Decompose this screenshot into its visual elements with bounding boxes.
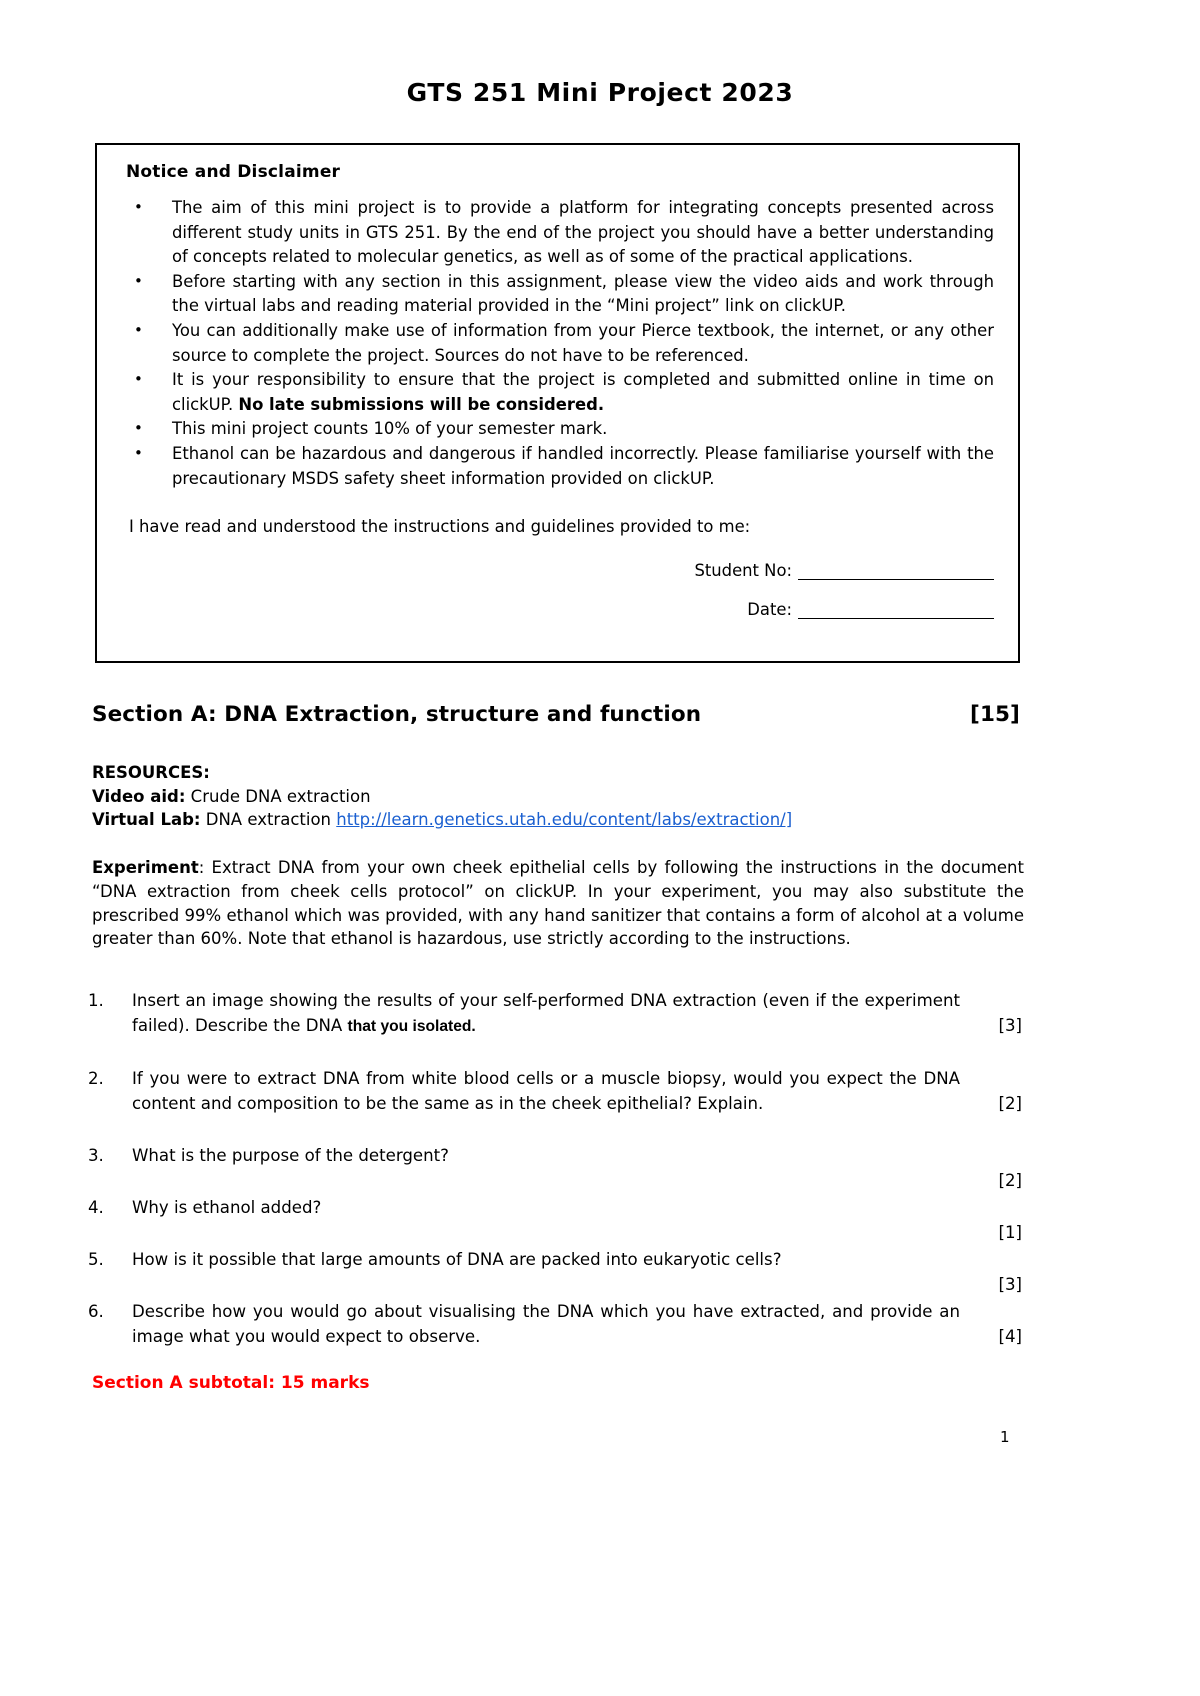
video-aid-label: Video aid: — [92, 786, 186, 806]
notice-bullet-item — [115, 319, 998, 368]
section-a-heading-row — [92, 702, 1020, 727]
video-aid-row — [92, 785, 1032, 809]
notice-bullet-text: Before starting with any section in this assignment, please view the video aids and work through the virtual labs and reading material provided in the “Mini project” link on clickUP. — [172, 271, 994, 316]
notice-bullet-text: Ethanol can be hazardous and dangerous if handled incorrectly. Please familiarise yourself with the precautionary MSDS safety sheet information provided on clickUP. — [172, 443, 994, 488]
resources-block — [92, 761, 1032, 832]
question-number: 4. — [88, 1198, 104, 1217]
notice-bullet-text: This mini project counts 10% of your semester mark. — [172, 419, 608, 439]
notice-and-disclaimer-box — [95, 143, 1020, 663]
virtual-lab-row — [92, 808, 1032, 832]
page-number: 1 — [1000, 1428, 1010, 1446]
question-marks: [3] — [998, 1275, 1022, 1294]
student-no-row — [115, 561, 998, 580]
notice-bullet-list — [115, 196, 998, 491]
question-marks: [2] — [998, 1094, 1022, 1113]
question-item — [88, 1299, 1022, 1349]
experiment-label: Experiment — [92, 858, 199, 877]
virtual-lab-label: Virtual Lab: — [92, 810, 201, 829]
question-text — [132, 988, 960, 1039]
virtual-lab-value: DNA extraction — [205, 810, 331, 829]
notice-bullet-text: It is your responsibility to ensure that the project is completed and submitted online in time on clickUP. — [172, 370, 994, 414]
question-text: What is the purpose of the detergent? — [132, 1146, 449, 1165]
notice-bullet-item — [115, 270, 998, 319]
question-marks: [4] — [998, 1327, 1022, 1346]
section-a-marks: [15] — [970, 702, 1020, 727]
notice-bullet-item — [115, 442, 998, 491]
question-text: If you were to extract DNA from white blood cells or a muscle biopsy, would you expect the DNA content and composition to be the same as in the cheek epithelial? Explain. — [132, 1069, 960, 1113]
question-text: Describe how you would go about visualising the DNA which you have extracted, and provide an image what you would expect to observe. — [132, 1302, 960, 1346]
notice-bullet-bold-text: No late submissions will be considered. — [238, 394, 605, 414]
section-a-subtotal: Section A subtotal: 15 marks — [92, 1373, 370, 1393]
date-input[interactable] — [798, 618, 994, 619]
question-number: 3. — [88, 1146, 104, 1165]
question-body: Insert an image showing the results of your self-performed DNA extraction (even if the experiment failed). Describe the DNA — [132, 991, 960, 1035]
notice-bullet-item — [115, 417, 998, 442]
virtual-lab-link[interactable]: http://learn.genetics.utah.edu/content/labs/extraction/] — [336, 810, 793, 829]
question-number: 5. — [88, 1250, 104, 1269]
declaration-text: I have read and understood the instructions and guidelines provided to me: — [129, 517, 751, 537]
question-marks: [3] — [998, 1016, 1022, 1035]
page-title: GTS 251 Mini Project 2023 — [406, 78, 794, 107]
question-text: How is it possible that large amounts of DNA are packed into eukaryotic cells? — [132, 1250, 782, 1269]
date-row — [115, 600, 998, 619]
section-a-heading: Section A: DNA Extraction, structure and function — [92, 702, 702, 727]
question-item — [88, 988, 1022, 1039]
question-list — [88, 988, 1022, 1376]
video-aid-value: Crude DNA extraction — [190, 786, 371, 806]
question-item — [88, 1143, 1022, 1190]
notice-bullet-text: You can additionally make use of information from your Pierce textbook, the internet, or any other source to complete the project. Sources do not have to be referenced. — [172, 320, 994, 365]
notice-heading: Notice and Disclaimer — [126, 162, 341, 182]
question-number: 6. — [88, 1302, 104, 1321]
notice-bullet-item-responsibility — [115, 368, 998, 417]
question-text: Why is ethanol added? — [132, 1198, 322, 1217]
question-item — [88, 1066, 1022, 1116]
student-no-label: Student No: — [694, 561, 792, 581]
resources-label-row — [92, 761, 1032, 785]
notice-bullet-text: The aim of this mini project is to provide a platform for integrating concepts presented across different study units in GTS 251. By the end of the project you should have a better understanding of concepts related to molecular genetics, as well as of some of the practical applications. — [172, 198, 994, 267]
experiment-text: : Extract DNA from your own cheek epithelial cells by following the instructions in the document “DNA extraction from cheek cells protocol” on clickUP. In your experiment, you may also substitute the prescribed 99% ethanol which was provided, with any hand sanitizer that contains a form of alcohol at a volume greater than 60%. Note that ethanol is hazardous, use strictly according to the instructions. — [92, 858, 1024, 949]
question-item — [88, 1247, 1022, 1294]
question-item — [88, 1195, 1022, 1242]
question-marks: [2] — [998, 1171, 1022, 1190]
resources-label: RESOURCES: — [92, 763, 210, 782]
question-number: 2. — [88, 1069, 104, 1088]
student-no-input[interactable] — [798, 579, 994, 580]
question-emphasis: that you isolated. — [347, 1018, 476, 1035]
notice-bullet-item — [115, 196, 998, 270]
experiment-paragraph — [92, 856, 1024, 951]
date-label: Date: — [747, 600, 792, 620]
question-number: 1. — [88, 991, 104, 1010]
question-marks: [1] — [998, 1223, 1022, 1242]
